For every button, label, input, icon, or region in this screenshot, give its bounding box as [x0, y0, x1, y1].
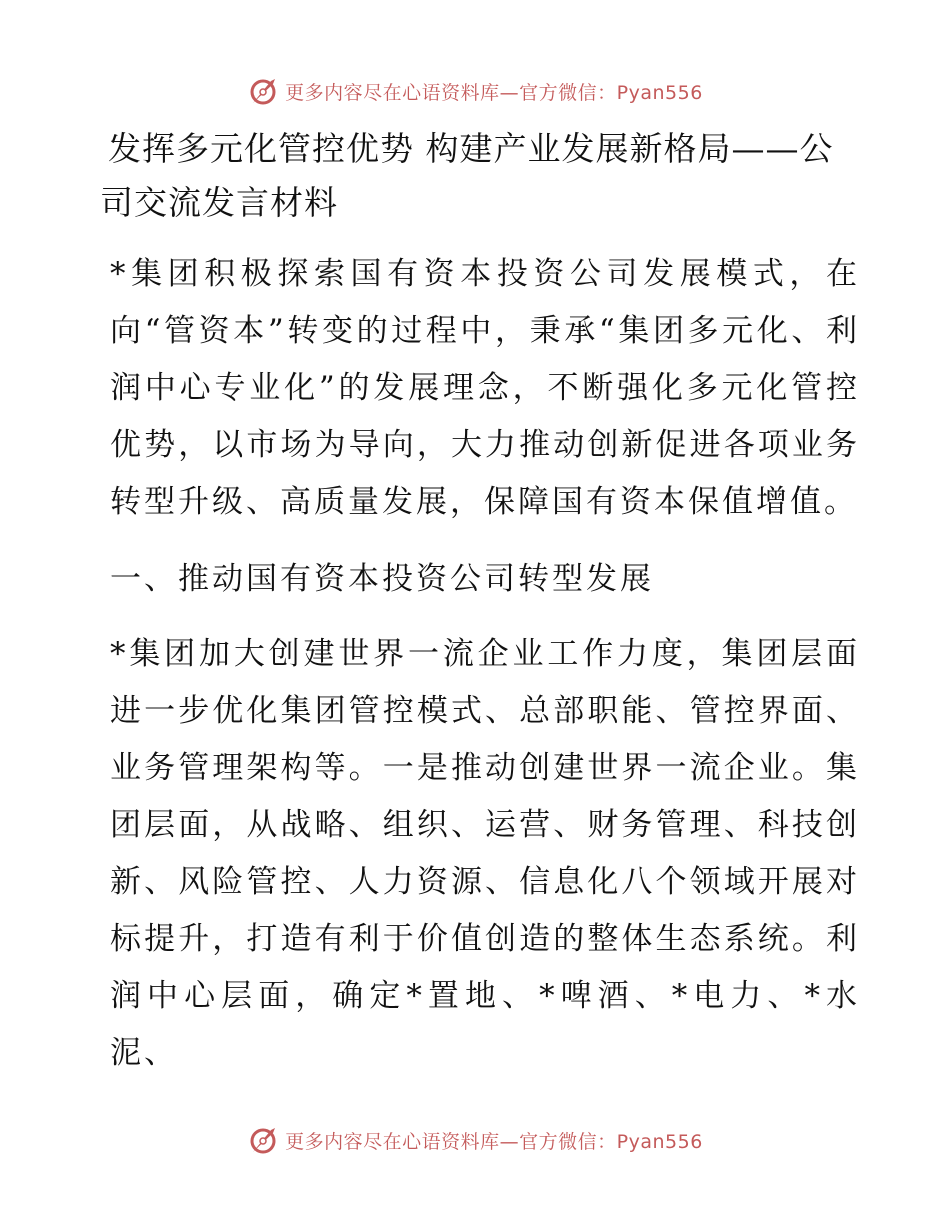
watermark-banner-top	[0, 71, 950, 111]
watermark-text: 更多内容尽在心语资料库—官方微信：Pyan556	[285, 81, 703, 104]
quill-pen-circle-logo-icon	[247, 1124, 279, 1156]
quill-pen-circle-logo-icon	[247, 75, 279, 107]
document-title	[100, 122, 860, 230]
document-title-text: 发挥多元化管控优势 构建产业发展新格局——公司交流发言材料	[100, 129, 834, 222]
watermark-banner-bottom	[0, 1120, 950, 1160]
intro-paragraph: *集团积极探索国有资本投资公司发展模式，在向“管资本”转变的过程中，秉承“集团多元化、利润中心专业化”的发展理念，不断强化多元化管控优势，以市场为导向，大力推动创新促进各项业务转型升级、高质量发展，保障国有资本保值增值。	[110, 256, 860, 520]
section-heading: 一、推动国有资本投资公司转型发展	[110, 561, 654, 597]
document-body	[100, 122, 860, 1102]
section-paragraph: *集团加大创建世界一流企业工作力度，集团层面进一步优化集团管控模式、总部职能、管控界面、业务管理架构等。一是推动创建世界一流企业。集团层面，从战略、组织、运营、财务管理、科技创新、风险管控、人力资源、信息化八个领域开展对标提升，打造有利于价值创造的整体生态系统。利润中心层面，确定*置地、*啤酒、*电力、*水泥、	[110, 636, 860, 1071]
watermark-text: 更多内容尽在心语资料库—官方微信：Pyan556	[285, 1130, 703, 1153]
